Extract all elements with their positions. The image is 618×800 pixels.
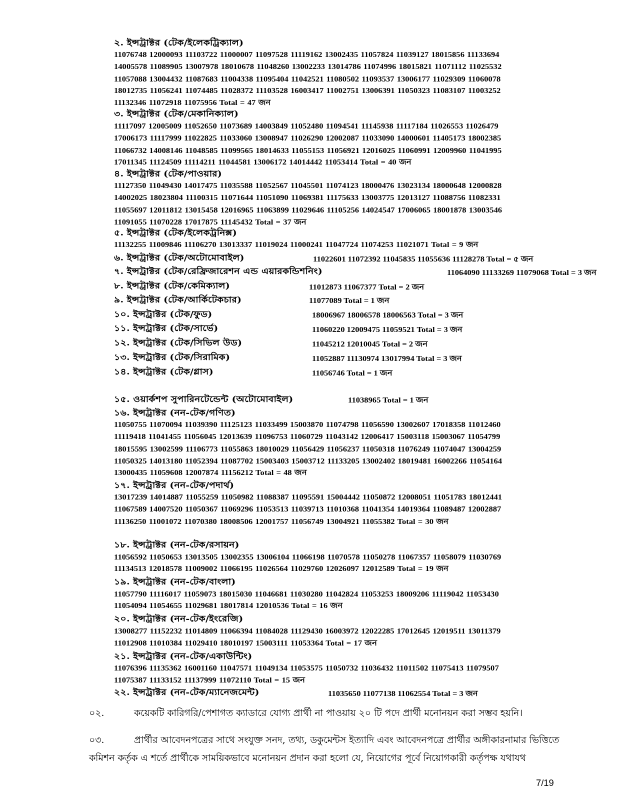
roll-line: 11066732 14008146 11048585 11099565 18014633 11055153 11056921 12016025 11060991 12009960 11041995 bbox=[114, 146, 502, 155]
roll-line: 11067589 14007520 11050367 11069296 11053513 11039713 11010368 11041354 14019364 11089487 12002887 bbox=[114, 505, 502, 514]
section-accounting bbox=[114, 651, 584, 687]
paragraph-number: ০২. bbox=[89, 708, 105, 719]
section-heading: ৯. ইন্সট্রাক্টর (টেক/আর্কিটেকচার) bbox=[114, 295, 242, 305]
roll-line-total: 11091055 11070228 17017875 11145432 Total = 37 জন bbox=[114, 218, 307, 227]
section-chemistry bbox=[114, 539, 584, 575]
roll-line: 11057790 11116017 11059073 18015030 11046681 11030280 11042824 11053253 18009206 11119042 11053430 bbox=[114, 590, 499, 599]
section-heading: ১৪. ইন্সট্রাক্টর (টেক/গ্লাস) bbox=[114, 367, 214, 378]
paragraph-text: কয়েকটি কারিগরি/পেশাগত ক্যাডারে যোগ্য প্রার্থী না পাওয়ায় ২০ টি পদে প্রার্থী মনোনয়ন করা সম্ভব হয়নি। bbox=[134, 708, 523, 719]
section-heading: ৩. ইন্সট্রাক্টর (টেক/মেকানিক্যাল) bbox=[114, 109, 239, 120]
roll-line: 18015595 13002599 11106773 11055863 18010029 11056429 11056237 11050318 11076249 11074047 13004259 bbox=[114, 444, 502, 454]
section-heading: ২. ইন্সট্রাক্টর (টেক/ইলেকট্রিক্যাল) bbox=[114, 38, 244, 48]
section-heading: ৪. ইন্সট্রাক্টর (টেক/পাওয়ার) bbox=[114, 169, 222, 180]
section-physics bbox=[114, 480, 584, 528]
section-heading: ৫. ইন্সট্রাক্টর (টেক/ইলেকট্রনিক্স) bbox=[114, 228, 237, 239]
roll-list bbox=[114, 551, 584, 575]
section-heading: ৮. ইন্সট্রাক্টর (টেক/কেমিক্যাল) bbox=[114, 281, 230, 292]
section-electrical bbox=[114, 37, 584, 109]
roll-line: 11050755 11070094 11039390 11125123 11033499 15003870 11074798 11056590 13002607 17018358 11012460 bbox=[114, 420, 501, 429]
section-heading: ১৭. ইন্সট্রাক্টর (নন-টেক/পদার্থ) bbox=[114, 480, 235, 491]
roll-line-total: 13000435 11059608 12007874 11156212 Total = 48 জন bbox=[114, 468, 307, 478]
roll-line-total: 11052887 11130974 13017994 Total = 3 জন bbox=[312, 354, 462, 363]
roll-line: 11127350 11049430 14017475 11035588 11052567 11045501 11074123 18000476 13023134 18000648 12000828 bbox=[114, 181, 502, 191]
section-heading: ১৬. ইন্সট্রাক্টর (নন-টেক/গণিত) bbox=[114, 408, 236, 419]
roll-line: 11057088 13004432 11087683 11004338 11095404 11042521 11080502 11093537 13006177 11029309 11060078 bbox=[114, 74, 501, 83]
roll-line: 17006173 11117999 11022825 11033060 13008947 11026290 12002087 11033090 14000601 11405173 18002385 bbox=[114, 134, 502, 143]
roll-list bbox=[114, 625, 584, 649]
paragraph-text: প্রার্থীর আবেদনপত্রের সাথে সংযুক্ত সনদ, তথ্য, ডকুমেন্টস ইত্যাদি এবং আবেদনপত্রে প্রার্থীর অঙ্গীকারনামার ভিত্তিতে bbox=[134, 735, 560, 746]
section-heading: ১১. ইন্সট্রাক্টর (টেক/সার্ভে) bbox=[114, 323, 219, 334]
roll-line-total: 11012908 11010384 11029410 18010197 15003111 11053364 Total = 17 জন bbox=[114, 639, 377, 648]
roll-list bbox=[114, 419, 584, 479]
section-heading: ৭. ইন্সট্রাক্টর (টেক/রেফ্রিজারেশন এন্ড এয়ারকন্ডিশনিং) bbox=[114, 266, 323, 277]
section-heading: ২১. ইন্সট্রাক্টর (নন-টেক/একাউন্টিং) bbox=[114, 651, 253, 662]
section-heading: ১৮. ইন্সট্রাক্টর (নন-টেক/রসায়ন) bbox=[114, 540, 240, 551]
roll-line-total: 11056746 Total = 1 জন bbox=[312, 369, 393, 378]
section-mathematics bbox=[114, 407, 584, 479]
roll-line: 18012735 11056241 11074485 11028372 11103528 16003417 11002751 13006391 11050323 11083107 11003252 bbox=[114, 86, 501, 95]
roll-line: 11076396 11135362 16001160 11047571 11049134 11053575 11050732 11036432 11011502 11075413 11079507 bbox=[114, 664, 499, 673]
roll-line-total: 11038965 Total = 1 জন bbox=[348, 396, 429, 405]
roll-line-total: 17011345 11124509 11114211 11044581 13006172 14014442 11053414 Total = 40 জন bbox=[114, 158, 412, 167]
section-english bbox=[114, 614, 584, 650]
roll-line: 14005578 11089905 13007978 18010678 11048260 13002233 13014786 11074996 18015821 11071112 11025532 bbox=[114, 62, 502, 71]
roll-line-total: 11064090 11133269 11079068 Total = 3 জন bbox=[447, 268, 597, 277]
roll-line-total: 18006967 18006578 18006563 Total = 3 জন bbox=[312, 311, 464, 320]
section-bangla bbox=[114, 576, 584, 612]
roll-list bbox=[114, 662, 584, 686]
roll-line-total: 11060220 12009475 11059521 Total = 3 জন bbox=[312, 325, 463, 334]
roll-list bbox=[114, 239, 584, 251]
roll-line: 11119418 11041455 11056045 12013639 11096753 11060729 11043142 12006417 15003118 15003067 11054799 bbox=[114, 432, 501, 442]
roll-line-total: 11136250 11001072 11070380 18008506 12001757 11056749 13004921 11055382 Total = 30 জন bbox=[114, 517, 449, 526]
section-electronics bbox=[114, 227, 584, 251]
roll-list bbox=[114, 49, 584, 109]
roll-line-total: 11134513 12018578 11009002 11066195 11026564 11029760 12026097 12012589 Total = 19 জন bbox=[114, 564, 449, 574]
roll-line: 11055697 12011812 13015458 12016965 11063899 11029646 11105256 14024547 17006065 18001878 13003546 bbox=[114, 205, 503, 215]
roll-line: 11056592 11050653 13013505 13002355 13006104 11066198 11070578 11050278 11067357 11058079 11030769 bbox=[114, 552, 502, 562]
roll-list bbox=[114, 491, 584, 527]
roll-line-total: 11012873 11067377 Total = 2 জন bbox=[309, 283, 425, 292]
roll-line: 11076748 12000093 11103722 11000007 11097528 11119162 13002435 11057824 11039127 18015856 11133694 bbox=[114, 50, 500, 59]
roll-line-total: 11022601 11072392 11045835 11055636 11128278 Total = ৫ জন bbox=[313, 255, 534, 264]
paragraph-number: ০৩. bbox=[89, 735, 105, 746]
roll-list bbox=[114, 588, 584, 612]
roll-line-total: 11132346 11072918 11075956 Total = 47 জন bbox=[114, 98, 271, 107]
roll-line-total: 11075387 11133152 11137999 11072110 Total = 15 জন bbox=[114, 676, 305, 685]
section-power bbox=[114, 168, 584, 228]
roll-line-total: 11077089 Total = 1 জন bbox=[309, 296, 390, 305]
section-heading: ২০. ইন্সট্রাক্টর (নন-টেক/ইংরেজি) bbox=[114, 614, 244, 625]
section-heading: ১৫. ওয়ার্কশপ সুপারিনটেন্ডেন্ট (অটোমোবাইল) bbox=[114, 394, 294, 405]
section-heading: ২২. ইন্সট্রাক্টর (নন-টেক/ম্যানেজমেন্ট) bbox=[114, 687, 260, 698]
roll-line: 11117097 12005009 11052650 11073689 14003849 11052480 11094541 11145938 11117184 11026553 11026479 bbox=[114, 122, 499, 131]
section-heading: ১২. ইন্সট্রাক্টর (টেক/সিভিল উড) bbox=[114, 338, 243, 349]
section-heading: ১৩. ইন্সট্রাক্টর (টেক/সিরামিক) bbox=[114, 352, 231, 363]
roll-line: 13017239 14014887 11055259 11050982 11088387 11095591 15004442 11050872 12008051 11051783 18012441 bbox=[114, 493, 503, 502]
section-mechanical bbox=[114, 109, 584, 169]
section-heading: ১০. ইন্সট্রাক্টর (টেক/ফুড) bbox=[114, 309, 213, 320]
paragraph-text: কমিশন কর্তৃক এ শর্তে প্রার্থীকে সাময়িকভাবে মনোনয়ন প্রদান করা হলো যে, নিয়োগের পূর্বে নিয়োগকারী কর্তৃপক্ষ যথাযথ bbox=[89, 753, 527, 764]
section-heading: ৬. ইন্সট্রাক্টর (টেক/অটোমোবাইল) bbox=[114, 253, 245, 264]
roll-line-total: 11045212 12010045 Total = 2 জন bbox=[312, 340, 428, 349]
roll-line-total: 11132255 11009846 11106270 13013337 11019024 11000241 11047724 11074253 11021071 Total = 9 জন bbox=[114, 240, 479, 249]
roll-list bbox=[114, 120, 584, 168]
roll-list bbox=[114, 180, 584, 228]
roll-line-total: 11035650 11077138 11062554 Total = 3 জন bbox=[328, 689, 478, 698]
page-number: 7/19 bbox=[536, 778, 554, 788]
roll-line-total: 11054094 11054655 11029681 18017814 12010536 Total = 16 জন bbox=[114, 602, 343, 611]
roll-line: 14002025 18023804 11100315 11071644 11051090 11069381 11175633 13003775 12013127 11088756 11082331 bbox=[114, 193, 501, 203]
roll-line: 13008277 11152232 11014809 11066394 11084028 11129430 16003972 12022285 17012645 12019511 13011379 bbox=[114, 627, 501, 636]
roll-line: 11050325 14013180 11052394 11087702 15003403 15003712 11133205 13002402 18019481 16002266 11054164 bbox=[114, 456, 503, 466]
section-heading: ১৯. ইন্সট্রাক্টর (নন-টেক/বাংলা) bbox=[114, 577, 236, 588]
